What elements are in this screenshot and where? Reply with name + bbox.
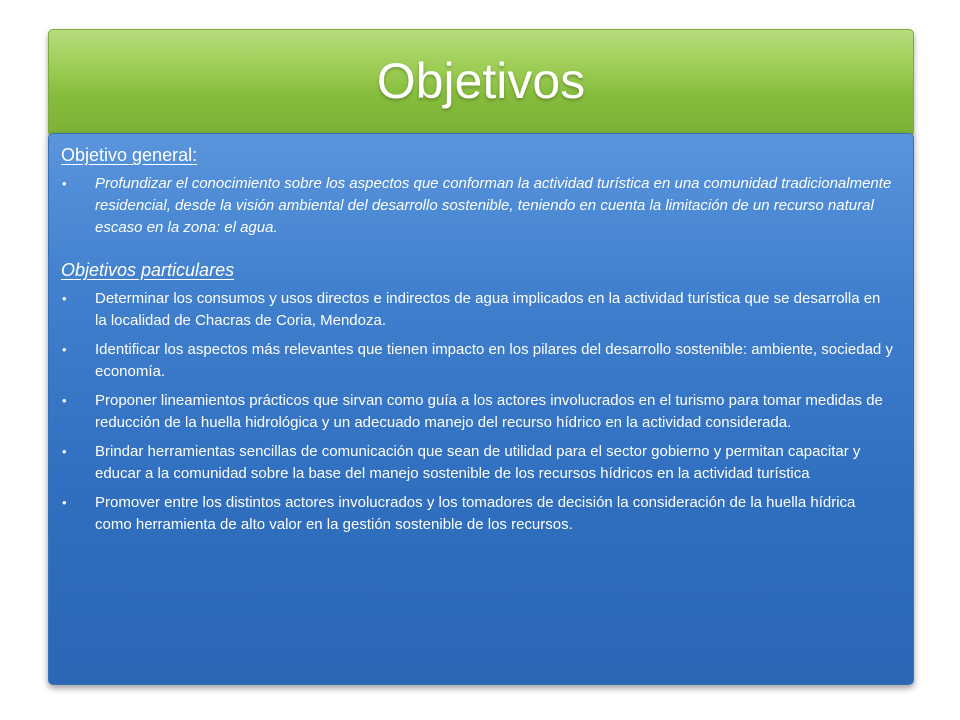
content-panel	[48, 133, 914, 685]
list-item	[61, 339, 893, 383]
general-objective-text: Profundizar el conocimiento sobre los aspectos que conforman la actividad turística en una comunidad tradicionalmente residencial, desde la visión ambiental del desarrollo sostenible, teniendo en cuenta la limitación de un recurso natural escaso en la zona: el agua.	[95, 175, 892, 236]
bullet-icon: •	[62, 444, 67, 459]
particular-objective-text: Determinar los consumos y usos directos e indirectos de agua implicados en la actividad turística que se desarrolla en la localidad de Chacras de Coria, Mendoza.	[95, 290, 881, 329]
particular-objective-text: Promover entre los distintos actores involucrados y los tomadores de decisión la consideración de la huella hídrica como herramienta de alto valor en la gestión sostenible de los recursos.	[95, 494, 856, 533]
list-item	[61, 492, 893, 536]
particular-objectives-heading: Objetivos particulares	[61, 260, 235, 280]
list-item	[61, 288, 893, 332]
bullet-icon: •	[62, 342, 67, 357]
list-item	[61, 390, 893, 434]
bullet-icon: •	[62, 393, 67, 408]
bullet-icon: •	[62, 495, 67, 510]
particular-objectives-list	[61, 288, 893, 536]
particular-objective-text: Proponer lineamientos prácticos que sirvan como guía a los actores involucrados en el turismo para tomar medidas de reducción de la huella hidrológica y un adecuado manejo del recurso hídrico en la actividad considerada.	[95, 392, 883, 431]
title-banner	[48, 29, 914, 137]
list-item	[61, 441, 893, 485]
particular-objective-text: Brindar herramientas sencillas de comunicación que sean de utilidad para el sector gobierno y permitan capacitar y educar a la comunidad sobre la base del manejo sostenible de los recursos hídricos en la actividad turística	[95, 443, 861, 482]
particular-objective-text: Identificar los aspectos más relevantes que tienen impacto en los pilares del desarrollo sostenible: ambiente, sociedad y economía.	[95, 341, 893, 380]
bullet-icon: •	[62, 176, 67, 191]
general-objective-list	[61, 173, 893, 239]
general-objective-heading: Objetivo general:	[61, 145, 198, 165]
bullet-icon: •	[62, 291, 67, 306]
slide-title: Objetivos	[376, 53, 586, 109]
list-item	[61, 173, 893, 239]
